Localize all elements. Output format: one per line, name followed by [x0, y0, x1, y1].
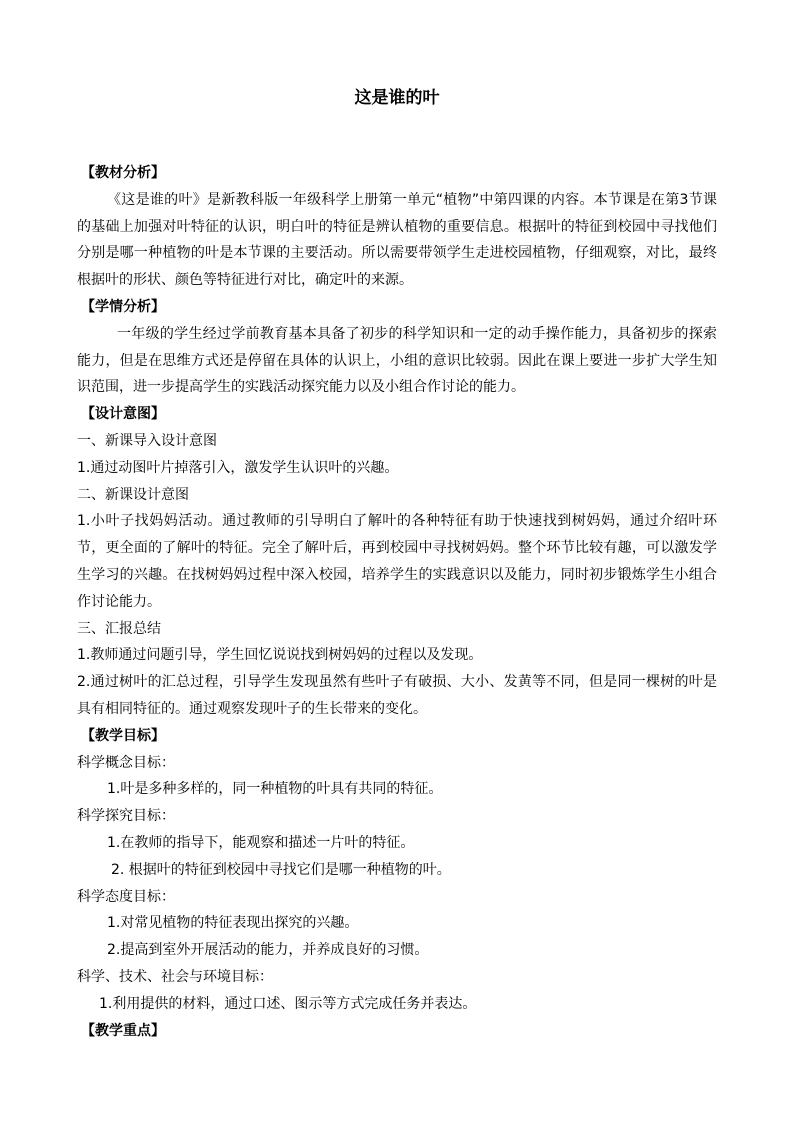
section-heading-teaching-focus: 【教学重点】 — [81, 1022, 165, 1039]
goal-item: 1.对常见植物的特征表现出探究的兴趣。 — [107, 915, 359, 932]
design-intent-item: 1.通过动图叶片掉落引入，激发学生认识叶的兴趣。 — [77, 459, 399, 476]
goal-category: 科学探究目标： — [77, 808, 175, 825]
section-heading-student-analysis: 【学情分析】 — [81, 298, 165, 315]
goal-item: 2. 根据叶的特征到校园中寻找它们是哪一种植物的叶。 — [111, 861, 451, 878]
goal-item: 1.叶是多种多样的，同一种植物的叶具有共同的特征。 — [107, 781, 443, 798]
document-title: 这是谁的叶 — [354, 88, 440, 108]
goal-item: 1.在教师的指导下，能观察和描述一片叶的特征。 — [107, 834, 415, 851]
goal-category: 科学概念目标： — [77, 754, 175, 771]
goal-category: 科学、技术、社会与环境目标： — [77, 968, 273, 985]
design-intent-item: 1.教师通过问题引导，学生回忆说说找到树妈妈的过程以及发现。 — [77, 647, 483, 664]
design-intent-item: 三、汇报总结 — [77, 620, 161, 637]
section-heading-material-analysis: 【教材分析】 — [81, 165, 165, 181]
document-body — [77, 160, 717, 1044]
goal-item: 2.提高到室外开展活动的能力，并养成良好的习惯。 — [107, 942, 429, 959]
design-intent-item: 1.小叶子找妈妈活动。通过教师的引导明白了解叶的各种特征有助于快速找到树妈妈，通过介绍叶环节，更全面的了解叶的特征。完全了解叶后，再到校园中寻找树妈妈。整个环节比较有趣，可以激发学生学习的兴趣。在找树妈妈过程中深入校园，培养学生的实践意识以及能力，同时初步锻炼学生小组合作讨论能力。 — [77, 513, 717, 610]
design-intent-item: 2.通过树叶的汇总过程，引导学生发现虽然有些叶子有破损、大小、发黄等不同，但是同一棵树的叶是具有相同特征的。通过观察发现叶子的生长带来的变化。 — [77, 674, 717, 717]
goal-category: 科学态度目标： — [77, 888, 175, 905]
goal-item: 1.利用提供的材料，通过口述、图示等方式完成任务并表达。 — [99, 995, 477, 1012]
design-intent-item: 二、新课设计意图 — [77, 486, 189, 503]
material-analysis-text: 《这是谁的叶》是新教科版一年级科学上册第一单元“植物”中第四课的内容。本节课是在第3节课的基础上加强对叶特征的认识，明白叶的特征是辨认植物的重要信息。根据叶的特征到校园中寻找他们分别是哪一种植物的叶是本节课的主要活动。所以需要带领学生走进校园植物，仔细观察，对比，最终根据叶的形状、颜色等特征进行对比，确定叶的来源。 — [77, 191, 717, 289]
section-heading-teaching-goals: 【教学目标】 — [81, 727, 165, 744]
student-analysis-text: 一年级的学生经过学前教育基本具备了初步的科学知识和一定的动手操作能力，具备初步的探索能力，但是在思维方式还是停留在具体的认识上，小组的意识比较弱。因此在课上要进一步扩大学生知识范围，进一步提高学生的实践活动探究能力以及小组合作讨论的能力。 — [77, 325, 717, 396]
design-intent-item: 一、新课导入设计意图 — [77, 432, 217, 449]
section-heading-design-intent: 【设计意图】 — [81, 406, 165, 423]
